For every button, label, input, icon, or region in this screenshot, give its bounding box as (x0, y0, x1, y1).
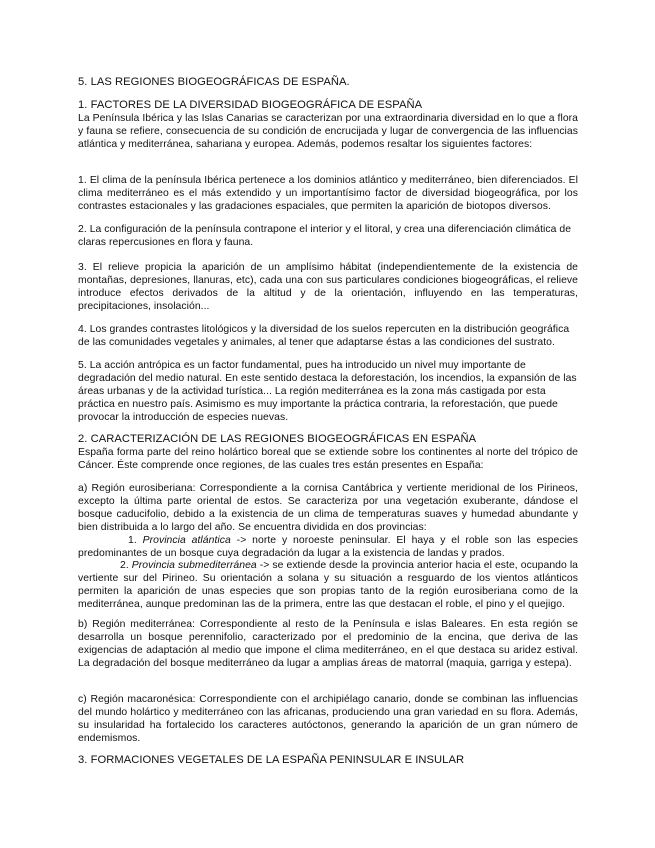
provincia-submediterranea (78, 559, 578, 611)
factor-1: 1. El clima de la península Ibérica pertenece a los dominios atlántico y mediterráneo, bien diferenciados. El clima mediterráneo es el más extendido y un importantísimo factor de diversidad biogeográfica, por los contrastes estacionales y las gradaciones espaciales, que permiten la aparición de biotopos diversos. (78, 175, 578, 212)
factor-3: 3. El relieve propicia la aparición de un amplísimo hábitat (independientemente de la existencia de montañas, depresiones, llanuras, etc), cada una con sus particulares condiciones biogeográficas, el relieve introduce efectos derivados de la altitud y de la orientación, influyendo en las temperaturas, precipitaciones, insolación... (78, 262, 578, 312)
factor-4: 4. Los grandes contrastes litológicos y la diversidad de los suelos repercuten en la distribución geográfica de las comunidades vegetales y animales, al tener que adaptarse éstas a las condiciones del sustrato. (78, 324, 570, 348)
provincia-name: Provincia atlántica (142, 535, 231, 546)
section-2-intro: España forma parte del reino holártico boreal que se extiende sobre los continentes al norte del trópico de Cáncer. Éste comprende once regiones, de las cuales tres están presentes en España: (78, 447, 578, 471)
region-macaronesica: c) Región macaronésica: Correspondiente con el archipiélago canario, donde se combinan las influencias del mundo holártico y mediterráneo con las africanas, produciendo una gran variedad en su flora. Además, su insularidad ha fortalecido los caracteres autóctonos, generando la aparición de un gran número de endemismos. (78, 694, 578, 744)
section-2-heading: 2. CARACTERIZACIÓN DE LAS REGIONES BIOGEOGRÁFICAS EN ESPAÑA (78, 433, 477, 445)
region-eurosiberiana: a) Región eurosiberiana: Correspondiente a la cornisa Cantábrica y vertiente meridional de los Pirineos, excepto la última parte oriental de estos. Se caracteriza por una vegetación exuberante, dándose el bosque caducifolio, debido a la existencia de un clima de temperaturas suaves y humedad abundante y bien distribuida a lo largo del año. Se encuentra dividida en dos provincias: (78, 483, 578, 533)
provincia-text: -> se extiende desde la provincia anterior hacia el este, ocupando la vertiente sur del Pirineo. Su orientación a solana y su situación a resguardo de los vientos atlánticos permiten la aparición de unas especies que son propias tanto de la región eurosiberiana como de la mediterránea, aunque predominan las de la primera, entre las que destacan el roble, el pino y el quejigo. (78, 560, 579, 610)
provincia-atlantica (78, 534, 578, 560)
section-1-heading: 1. FACTORES DE LA DIVERSIDAD BIOGEOGRÁFICA DE ESPAÑA (78, 99, 423, 111)
factor-2: 2. La configuración de la península contrapone el interior y el litoral, y crea una diferenciación climática de claras repercusiones en flora y fauna. (78, 224, 572, 248)
region-mediterranea: b) Región mediterránea: Correspondiente al resto de la Península e islas Baleares. En esta región se desarrolla un bosque perennifolio, caracterizado por el predominio de la encina, que deriva de las exigencias de adaptación al medio que impone el clima mediterráneo, en el que destaca su aridez estival. La degradación del bosque mediterráneo da lugar a amplias áreas de matorral (maquia, garriga y estepa). (78, 619, 578, 669)
document-title: 5. LAS REGIONES BIOGEOGRÁFICAS DE ESPAÑA. (78, 76, 350, 88)
provincia-number: 2. (120, 560, 129, 571)
section-1-intro: La Península Ibérica y las Islas Canarias se caracterizan por una extraordinaria diversidad en lo que a flora y fauna se refiere, consecuencia de su condición de encrucijada y lugar de convergencia de las influencias atlántica y mediterránea, sahariana y europea. Además, podemos resaltar los siguientes factores: (78, 113, 578, 150)
provincia-number: 1. (128, 535, 137, 546)
factor-5: 5. La acción antrópica es un factor fundamental, pues ha introducido un nivel muy importante de degradación del medio natural. En este sentido destaca la deforestación, los incendios, la expansión de las áreas urbanas y de la actividad turística... La región mediterránea es la zona más castigada por esta práctica en nuestro país. Asimismo es muy importante la práctica contraria, la reforestación, que puede provocar la introducción de especies nuevas. (78, 360, 577, 423)
provincia-name: Provincia submediterránea (131, 560, 257, 571)
section-3-heading: 3. FORMACIONES VEGETALES DE LA ESPAÑA PENINSULAR E INSULAR (78, 754, 465, 766)
provincia-text: -> norte y noroeste peninsular. El haya y el roble son las especies predominantes de un bosque cuya degradación da lugar a la existencia de landas y prados. (78, 535, 579, 559)
